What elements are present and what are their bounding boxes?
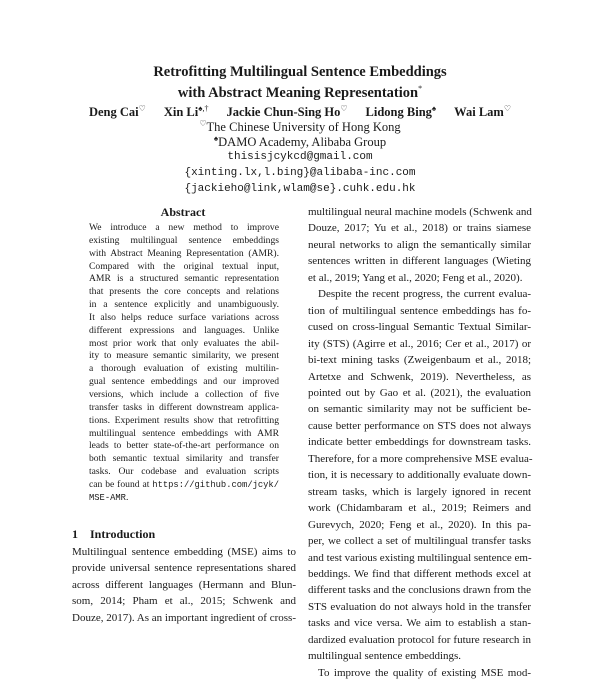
abstract-line: AMR is a structured semantic representation — [89, 273, 279, 285]
author-name-text: Deng Cai — [88, 105, 139, 120]
body-text-line: dardized evaluation protocol for future research in — [308, 633, 531, 646]
paper-title-line-2-text: with Abstract Meaning Representation — [177, 84, 419, 101]
codebase-url-part: https://github.com/jcyk/ — [152, 479, 279, 490]
abstract-url-end: . — [125, 491, 129, 503]
body-text-line: bi-text mining tasks (Zweigenbaum et al., 2018; — [308, 354, 531, 367]
body-text-line: stream tasks, which is largely ignored in recent — [308, 485, 531, 498]
abstract-body — [89, 222, 279, 505]
body-text-line: across different languages (Hermann and Blun- — [72, 578, 296, 591]
body-text-line: Despite the recent progress, the current evalua- — [318, 288, 531, 301]
section-heading-introduction — [72, 527, 155, 542]
affiliation-mark-cuhk: ♡ — [199, 119, 207, 128]
abstract-line: both semantic textual similarity and transfer — [89, 453, 279, 465]
body-text-line: per, we collect a set of multilingual transfer tasks — [308, 535, 531, 548]
author-affiliation-mark: ♠,† — [198, 104, 209, 113]
abstract-line: that presents the core concepts and relations — [89, 286, 279, 298]
body-text-line: cused on cross-lingual Semantic Textual Similar- — [308, 321, 531, 334]
abstract-line: multilingual sentence embeddings with AMR — [89, 427, 279, 439]
body-text-line: work (Chidambaram et al., 2019; Reimers and — [308, 502, 531, 515]
email-line: {xinting.lx,l.bing}@alibaba-inc.com — [184, 167, 416, 179]
body-text-line: Therefore, for a more comprehensive MSE evalua- — [308, 452, 533, 465]
abstract-line: in a sentence explicitly and unambiguously. — [89, 299, 279, 311]
author-name — [454, 105, 511, 119]
body-text-line: tion, it is necessary to additionally evaluate down- — [308, 469, 531, 482]
author-name — [366, 105, 437, 119]
email-line: {jackieho@link,wlam@se}.cuhk.edu.hk — [184, 183, 416, 195]
body-text-line: provide universal sentence representations shared — [72, 562, 296, 575]
abstract-line: versions, which include a collection of five — [89, 388, 279, 400]
body-text-line: tasks and vice versa. We aim to establish a stan- — [308, 617, 531, 630]
body-text-line: som, 2014; Pham et al., 2015; Schwenk and — [72, 595, 296, 608]
body-text-line: Douze, 2017). As an important ingredient of cross- — [72, 611, 296, 624]
abstract-line: leads to better state-of-the-art performance on — [89, 440, 279, 452]
abstract-line: tions. Experiment results show that retrofitting — [89, 414, 279, 426]
abstract-line: gual sentence embeddings and our improved — [89, 376, 279, 388]
section-title: Introduction — [90, 527, 156, 541]
author-name-text: Lidong Bing — [365, 105, 432, 120]
abstract-line: most prior work that only evaluates the abil- — [89, 337, 279, 349]
abstract-line — [89, 492, 279, 505]
abstract-url-lead: can be found at — [89, 478, 150, 490]
author-name — [164, 105, 209, 119]
abstract-line: Compared with the original textual input, — [89, 260, 279, 272]
paper-title-line-2 — [0, 80, 600, 102]
body-text-line: multilingual sentence embeddings. — [308, 650, 462, 663]
body-text-line: Artetxe and Schwenk, 2019). Nevertheless, as — [308, 370, 531, 383]
codebase-url-part: MSE-AMR — [89, 492, 126, 503]
author-name-text: Xin Li — [163, 105, 199, 120]
body-text-line: neural networks to align the semantically similar — [308, 238, 531, 251]
abstract-line: a thorough evaluation of existing multilin- — [89, 363, 279, 375]
abstract-line — [89, 479, 279, 492]
title-footnote-mark: * — [418, 84, 423, 93]
body-text-line: different tasks and the conclusions drawn from the — [308, 584, 531, 597]
author-affiliation-mark: ♡ — [138, 104, 146, 113]
abstract-line: transfer tasks in different downstream applica- — [89, 401, 279, 413]
affiliation-cuhk-name: The Chinese University of Hong Kong — [206, 120, 401, 135]
affiliation-damo-name: DAMO Academy, Alibaba Group — [218, 135, 387, 150]
email-line: thisisjcykcd@gmail.com — [227, 151, 373, 163]
paper-title-line-1: Retrofitting Multilingual Sentence Embeddings — [153, 64, 447, 80]
right-column-body — [308, 204, 531, 681]
author-name-text: Wai Lam — [454, 105, 504, 120]
body-text-line: on semantic similarity may not be sufficient be- — [308, 403, 531, 416]
author-list — [0, 104, 600, 120]
body-text-line: multilingual neural machine models (Schwenk and — [308, 206, 532, 218]
author-name — [89, 105, 146, 119]
body-text-line: Gurevych, 2020; Feng et al., 2020). In this pa- — [308, 518, 531, 531]
abstract-line: ity to measure semantic similarity, we present — [89, 350, 279, 362]
author-name-text: Jackie Chun-Sing Ho — [226, 105, 341, 120]
body-text-line: tion of multilingual sentence embeddings has fo- — [308, 304, 531, 317]
author-affiliation-mark: ♡ — [503, 104, 511, 113]
body-text-line: cause better performance on STS does not always — [308, 419, 531, 432]
abstract-line: It also helps reduce surface variations across — [89, 311, 279, 323]
body-text-line: ity (STS) (Agirre et al., 2016; Cer et al., 2017) or — [308, 337, 531, 350]
author-affiliation-mark: ♡ — [340, 104, 348, 113]
abstract-line: tasks. Our codebase and evaluation scripts — [89, 466, 279, 478]
body-text-line: sentences written in different languages (Wieting — [308, 255, 531, 268]
body-text-line: and test various existing multilingual sentence em- — [308, 551, 532, 564]
body-text-line: STS evaluation do not always hold in the transfer — [308, 600, 531, 613]
abstract-line: existing multilingual sentence embeddings — [89, 234, 279, 246]
body-text-line: To improve the quality of existing MSE mod- — [318, 666, 531, 679]
introduction-body — [72, 544, 296, 626]
affiliation-cuhk — [0, 119, 600, 135]
affiliation-mark-damo: ♠ — [213, 134, 219, 143]
abstract-line: different expressions and languages. Unlike — [89, 324, 279, 336]
abstract-heading: Abstract — [160, 205, 206, 219]
affiliation-damo — [0, 134, 600, 150]
abstract-line: with Abstract Meaning Representation (AMR). — [89, 247, 279, 259]
abstract-line: We introduce a new method to improve — [89, 222, 279, 233]
body-text-line: Douze, 2017; Yu et al., 2018) or trains siamese — [308, 222, 531, 235]
author-name — [226, 105, 347, 119]
body-text-line: Multilingual sentence embedding (MSE) aims to — [72, 546, 296, 558]
body-text-line: et al., 2019; Yang et al., 2020; Feng et al., 2020). — [308, 271, 523, 284]
body-text-line: pointed out by Gao et al. (2021), the evaluation — [308, 386, 531, 399]
body-text-line: indicate better embeddings for downstream tasks. — [308, 436, 531, 449]
author-affiliation-mark: ♠ — [431, 104, 437, 113]
section-number: 1 — [72, 527, 78, 541]
body-text-line: beddings. We find that different methods excel at — [308, 567, 531, 580]
